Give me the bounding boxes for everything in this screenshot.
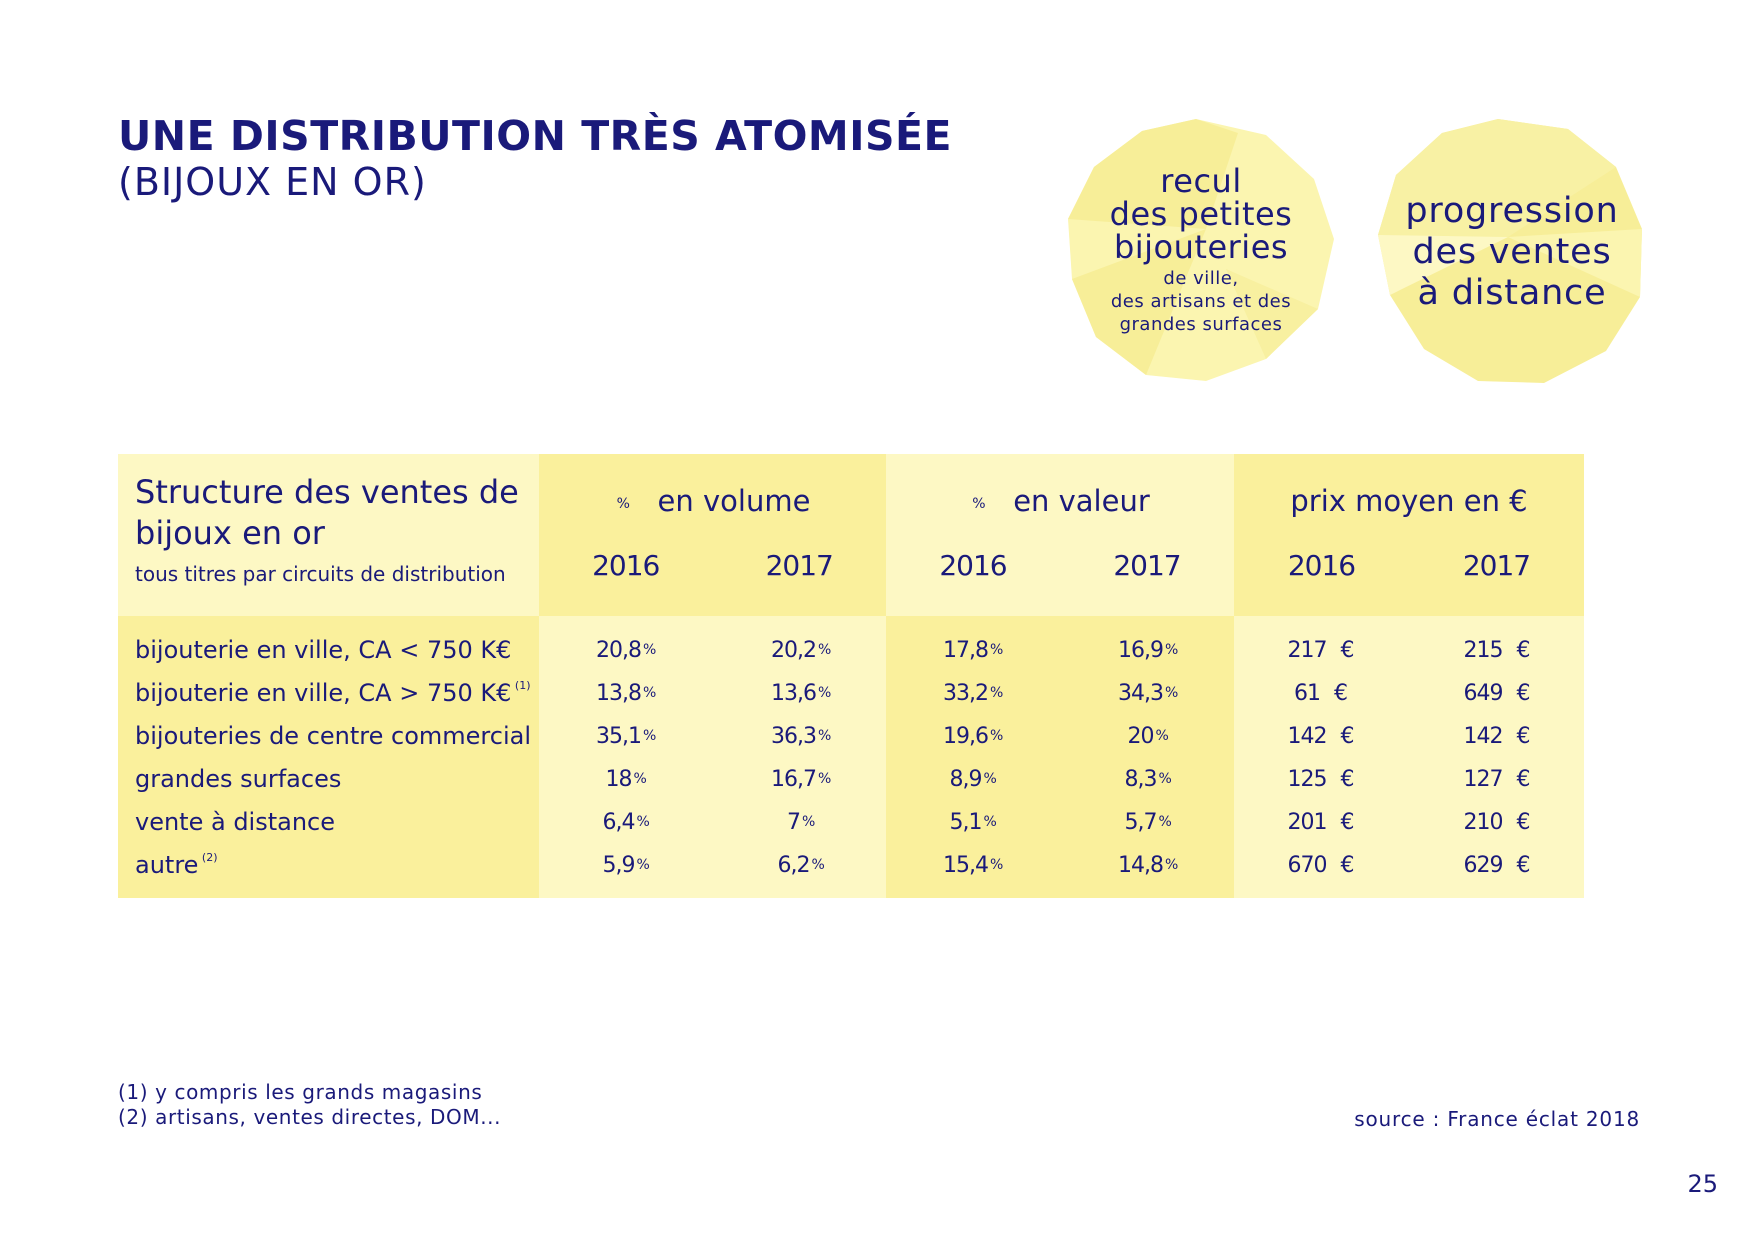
value-header-bg xyxy=(886,454,1234,616)
badge1-line3: bijouteries xyxy=(1113,228,1289,266)
percent-symbol: % xyxy=(817,642,832,658)
price-header-bg xyxy=(1234,454,1584,616)
percent-symbol: % xyxy=(642,685,657,701)
percent-symbol: % xyxy=(636,814,650,830)
row-note: (1) xyxy=(511,679,531,692)
row-label xyxy=(135,808,335,836)
table-cell xyxy=(596,724,656,749)
cell-value: 5,7 xyxy=(1124,810,1157,835)
table-cell xyxy=(778,853,825,878)
table-cell xyxy=(771,767,831,792)
table-cell xyxy=(943,724,1003,749)
percent-symbol: % xyxy=(1164,685,1179,701)
table-cell xyxy=(1125,767,1172,792)
volume-column xyxy=(539,454,886,898)
cell-value: 61 xyxy=(1294,681,1320,706)
table-cell xyxy=(1464,810,1531,835)
percent-symbol: % xyxy=(817,685,832,701)
percent-symbol: % xyxy=(811,857,825,873)
badge2-line2: des ventes xyxy=(1412,232,1612,272)
percent-symbol: % xyxy=(989,685,1004,701)
row-note: (2) xyxy=(198,851,218,864)
percent-symbol: % xyxy=(983,771,997,787)
percent-symbol: % xyxy=(1155,728,1169,744)
euro-symbol: € xyxy=(1320,681,1348,706)
volume-body-bg xyxy=(539,616,886,898)
cell-value: 6,2 xyxy=(777,853,810,878)
cell-value: 17,8 xyxy=(943,638,988,663)
euro-symbol: € xyxy=(1326,853,1355,878)
cell-value: 13,6 xyxy=(771,681,816,706)
row-label-text: bijouterie en ville, CA < 750 K€ xyxy=(135,636,512,664)
euro-symbol: € xyxy=(1502,724,1531,749)
table-cell xyxy=(1464,681,1531,706)
value-body-bg xyxy=(886,616,1234,898)
cell-value: 13,8 xyxy=(596,681,641,706)
table-cell xyxy=(1128,724,1169,749)
cell-value: 142 xyxy=(1287,724,1327,749)
table-cell xyxy=(943,638,1003,663)
cell-value: 14,8 xyxy=(1118,853,1163,878)
year-value-2017: 2017 xyxy=(1113,549,1181,582)
year-price-2016: 2016 xyxy=(1287,549,1356,582)
table-cell xyxy=(771,638,831,663)
percent-symbol: % xyxy=(989,857,1004,873)
volume-header-bg xyxy=(539,454,886,616)
table-cell xyxy=(950,810,997,835)
cell-value: 16,7 xyxy=(771,767,816,792)
table-cell xyxy=(1118,681,1178,706)
percent-symbol: % xyxy=(1158,814,1172,830)
cell-value: 35,1 xyxy=(596,724,641,749)
percent-symbol: % xyxy=(817,728,832,744)
cell-value: 19,6 xyxy=(943,724,988,749)
row-label-text: bijouterie en ville, CA > 750 K€ xyxy=(135,679,512,707)
table-cell xyxy=(1125,810,1172,835)
percent-symbol: % xyxy=(989,642,1004,658)
percent-symbol: % xyxy=(633,771,647,787)
year-volume-2016: 2016 xyxy=(592,549,660,582)
table-cell xyxy=(603,810,650,835)
percent-symbol: % xyxy=(1158,771,1172,787)
source-note: source : France éclat 2018 xyxy=(1354,1107,1640,1131)
price-column xyxy=(1234,454,1584,898)
year-volume-2017: 2017 xyxy=(765,549,833,582)
value-column xyxy=(886,454,1234,898)
row-label xyxy=(135,851,218,879)
group-volume-label: en volume xyxy=(657,484,811,518)
row-label-text: grandes surfaces xyxy=(135,765,342,793)
badge1-line2: des petites xyxy=(1109,195,1293,233)
table-cell xyxy=(950,767,997,792)
table-cell xyxy=(1288,767,1355,792)
table-title: Structure des ventes de bijoux en or xyxy=(135,473,519,552)
euro-symbol: € xyxy=(1326,767,1355,792)
cell-value: 7 xyxy=(787,810,800,835)
cell-value: 5,1 xyxy=(949,810,982,835)
table-cell xyxy=(1464,724,1531,749)
badge2-line1: progression xyxy=(1405,191,1619,231)
footnote-1: (1) y compris les grands magasins xyxy=(118,1080,483,1104)
table-cell xyxy=(1288,638,1355,663)
badge-progression xyxy=(1378,119,1646,387)
table-cell xyxy=(1294,681,1348,706)
percent-symbol: % xyxy=(1164,857,1179,873)
page-subtitle: (BIJOUX EN OR) xyxy=(118,160,427,204)
price-body-bg xyxy=(1234,616,1584,898)
group-volume-title xyxy=(539,484,886,518)
table-subtitle: tous titres par circuits de distribution xyxy=(135,562,506,586)
euro-symbol: € xyxy=(1502,638,1531,663)
table-cell xyxy=(603,853,650,878)
table-cell xyxy=(1464,638,1531,663)
cell-value: 15,4 xyxy=(943,853,988,878)
cell-value: 33,2 xyxy=(943,681,988,706)
table-cell xyxy=(1288,853,1355,878)
group-value-label: en valeur xyxy=(1013,484,1150,518)
sales-structure-table xyxy=(118,454,1584,898)
percent-symbol: % xyxy=(972,496,986,512)
table-cell xyxy=(606,767,647,792)
table-cell xyxy=(943,681,1003,706)
page-title: UNE DISTRIBUTION TRÈS ATOMISÉE xyxy=(118,112,953,160)
badge1-text xyxy=(1066,162,1336,336)
row-label xyxy=(135,722,531,750)
cell-value: 127 xyxy=(1463,767,1503,792)
percent-symbol: % xyxy=(1164,642,1179,658)
cell-value: 5,9 xyxy=(602,853,635,878)
badge1-small1: de ville, xyxy=(1163,268,1239,289)
badge2-line3: à distance xyxy=(1417,273,1607,313)
cell-value: 6,4 xyxy=(602,810,635,835)
group-price-title: prix moyen en € xyxy=(1290,484,1528,518)
percent-symbol: % xyxy=(636,857,650,873)
cell-value: 125 xyxy=(1287,767,1327,792)
cell-value: 215 xyxy=(1463,638,1503,663)
group-value-title xyxy=(886,484,1234,518)
table-cell xyxy=(771,681,831,706)
euro-symbol: € xyxy=(1326,638,1355,663)
row-label xyxy=(135,765,341,793)
cell-value: 201 xyxy=(1287,810,1327,835)
table-cell xyxy=(1464,767,1531,792)
cell-value: 16,9 xyxy=(1118,638,1163,663)
percent-symbol: % xyxy=(642,642,657,658)
row-label-text: vente à distance xyxy=(135,808,336,836)
cell-value: 670 xyxy=(1287,853,1327,878)
euro-symbol: € xyxy=(1502,767,1531,792)
table-cell xyxy=(1464,853,1531,878)
euro-symbol: € xyxy=(1502,681,1531,706)
page-number: 25 xyxy=(1687,1170,1718,1198)
table-cell xyxy=(1288,810,1355,835)
percent-symbol: % xyxy=(817,771,832,787)
euro-symbol: € xyxy=(1502,810,1531,835)
badge1-line1: recul xyxy=(1160,162,1242,200)
cell-value: 20,2 xyxy=(771,638,816,663)
footnote-2: (2) artisans, ventes directes, DOM... xyxy=(118,1105,502,1129)
euro-symbol: € xyxy=(1326,810,1355,835)
table-cell xyxy=(943,853,1003,878)
year-price-2017: 2017 xyxy=(1462,549,1531,582)
cell-value: 36,3 xyxy=(771,724,816,749)
percent-symbol: % xyxy=(642,728,657,744)
table-cell xyxy=(1118,638,1178,663)
badge2-text xyxy=(1378,191,1646,314)
badge1-small2: des artisans et des xyxy=(1110,291,1292,312)
table-cell xyxy=(596,638,656,663)
euro-symbol: € xyxy=(1326,724,1355,749)
row-label xyxy=(135,636,511,664)
table-cell xyxy=(787,810,815,835)
cell-value: 8,9 xyxy=(949,767,982,792)
cell-value: 18 xyxy=(605,767,632,792)
cell-value: 649 xyxy=(1463,681,1503,706)
cell-value: 34,3 xyxy=(1118,681,1163,706)
title-block xyxy=(118,112,952,204)
year-value-2016: 2016 xyxy=(939,549,1007,582)
percent-symbol: % xyxy=(989,728,1004,744)
cell-value: 629 xyxy=(1463,853,1503,878)
cell-value: 20,8 xyxy=(596,638,641,663)
footnotes xyxy=(118,1080,501,1130)
badge-recul xyxy=(1066,119,1336,383)
row-label xyxy=(135,679,530,707)
percent-symbol: % xyxy=(802,814,816,830)
percent-symbol: % xyxy=(983,814,997,830)
euro-symbol: € xyxy=(1502,853,1531,878)
table-cell xyxy=(1288,724,1355,749)
badge1-small3: grandes surfaces xyxy=(1119,314,1283,335)
cell-value: 142 xyxy=(1463,724,1503,749)
percent-symbol: % xyxy=(616,496,630,512)
table-cell xyxy=(771,724,831,749)
cell-value: 217 xyxy=(1287,638,1327,663)
table-cell xyxy=(596,681,656,706)
cell-value: 8,3 xyxy=(1124,767,1157,792)
cell-value: 20 xyxy=(1127,724,1154,749)
row-label-text: autre xyxy=(135,851,199,879)
row-label-text: bijouteries de centre commercial xyxy=(135,722,531,750)
cell-value: 210 xyxy=(1463,810,1503,835)
table-cell xyxy=(1118,853,1178,878)
